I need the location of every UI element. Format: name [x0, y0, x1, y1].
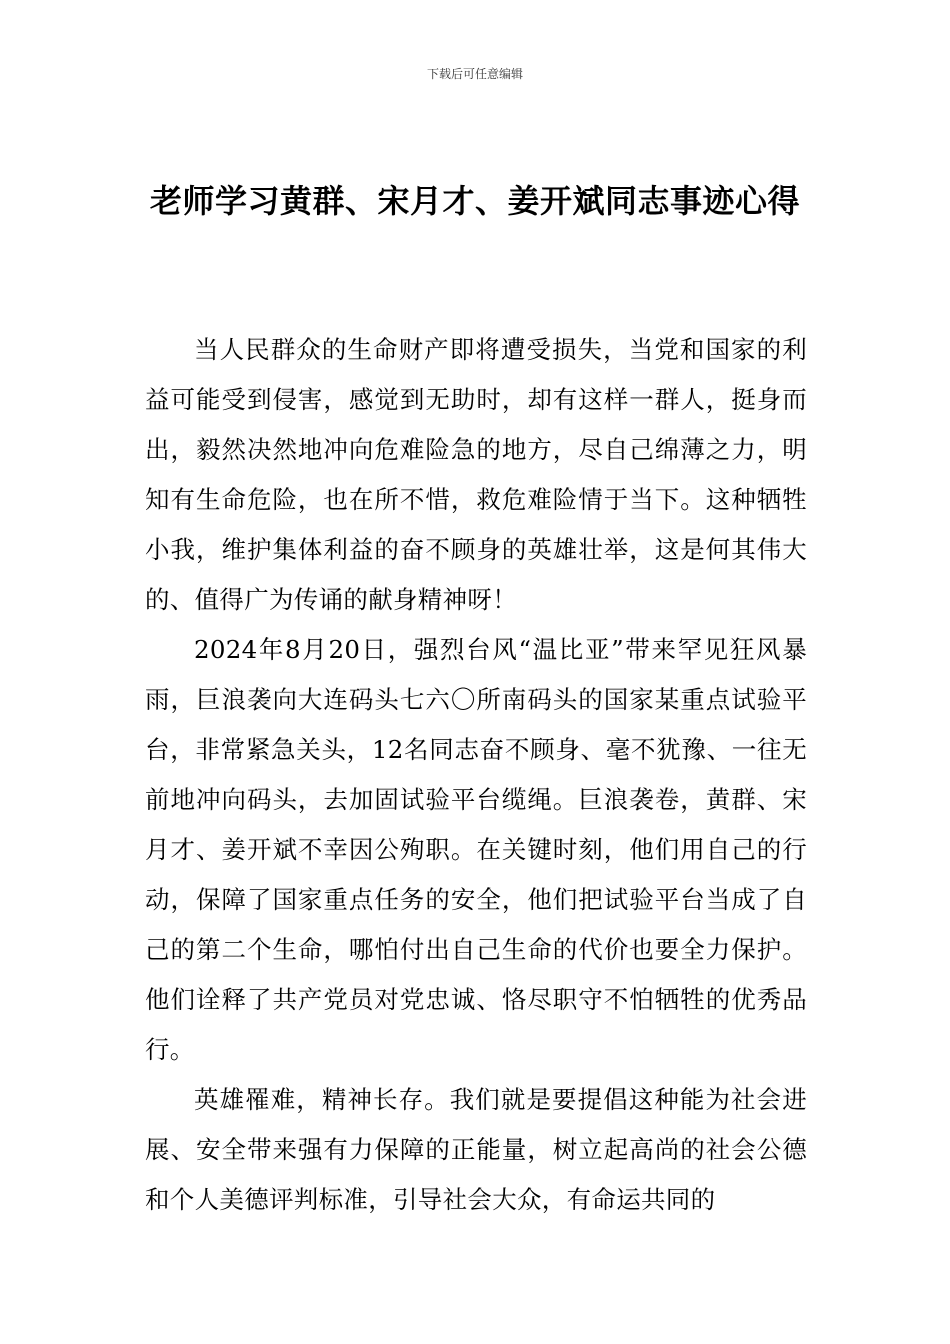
header-note: 下载后可任意编辑 — [426, 67, 523, 81]
paragraph-1: 当人民群众的生命财产即将遭受损失，当党和国家的利益可能受到侵害，感觉到无助时，却有这样一群人，挺身而出，毅然决然地冲向危难险急的地方，尽自己绵薄之力，明知有生命危险，也在所不惜，救危难险情于当下。这种牺牲小我，维护集体利益的奋不顾身的英雄壮举，这是何其伟大的、值得广为传诵的献身精神呀！ — [145, 335, 807, 614]
document-title: 老师学习黄群、宋月才、姜开斌同志事迹心得 — [149, 182, 800, 220]
document-body — [145, 325, 807, 1225]
paragraph-3: 英雄罹难，精神长存。我们就是要提倡这种能为社会进展、安全带来强有力保障的正能量，树立起高尚的社会公德和个人美德评判标准，引导社会大众，有命运共同的 — [145, 1085, 807, 1214]
paragraph-2: 2024年8月20日，强烈台风“温比亚”带来罕见狂风暴雨，巨浪袭向大连码头七六〇所南码头的国家某重点试验平台，非常紧急关头，12名同志奋不顾身、毫不犹豫、一往无前地冲向码头，去加固试验平台缆绳。巨浪袭卷，黄群、宋月才、姜开斌不幸因公殉职。在关键时刻，他们用自己的行动，保障了国家重点任务的安全，他们把试验平台当成了自己的第二个生命，哪怕付出自己生命的代价也要全力保护。他们诠释了共产党员对党忠诚、恪尽职守不怕牺牲的优秀品行。 — [145, 635, 807, 1064]
